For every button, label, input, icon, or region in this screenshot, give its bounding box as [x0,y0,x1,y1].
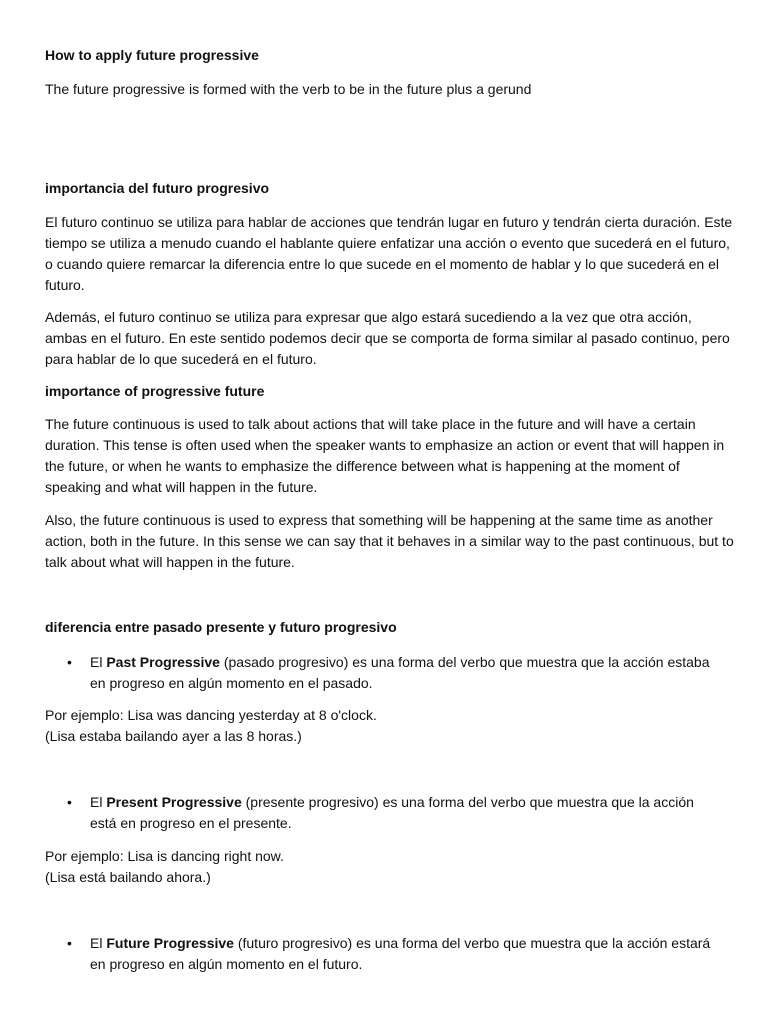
example-translation: (Lisa estaba bailando ayer a las 8 horas.) [45,728,302,744]
term-future-progressive: Future Progressive [106,935,234,951]
paragraph-importance-1: The future continuous is used to talk about actions that will take place in the future and will have a certain duration. This tense is often used when the speaker wants to emphasize an action or event that will happen in the future, or when he wants to emphasize the difference between what is happening at the moment of speaking and what will happen in the future. [45,416,725,495]
example-line: Por ejemplo: Lisa was dancing yesterday at 8 o'clock. [45,707,377,723]
term-past-progressive: Past Progressive [106,654,220,670]
example-past-progressive [45,705,735,747]
term-present-progressive: Present Progressive [106,794,242,810]
section-heading-importance: importance of progressive future [45,383,265,399]
example-present-progressive [45,846,735,888]
list-item-prefix: El [90,654,107,670]
example-translation: (Lisa está bailando ahora.) [45,869,211,885]
list-item-description: (futuro progresivo) es una forma del verbo que muestra que la acción estará en progreso en algún momento en el futuro. [90,935,711,972]
list-item-prefix: El [90,935,107,951]
list-item-text [90,933,720,975]
section-heading-diferencia: diferencia entre pasado presente y futuro progresivo [45,619,397,635]
bullet-icon: • [67,935,72,951]
paragraph-importancia-1: El futuro continuo se utiliza para hablar de acciones que tendrán lugar en futuro y tendrán cierta duración. Este tiempo se utiliza a menudo cuando el hablante quiere enfatizar una acción o evento que sucederá en el futuro, o cuando quiere remarcar la diferencia entre lo que sucede en el momento de hablar y lo que sucederá en el futuro. [45,214,733,293]
bullet-icon: • [67,654,72,670]
paragraph-importancia-2: Además, el futuro continuo se utiliza para expresar que algo estará sucediendo a la vez que otra acción, ambas en el futuro. En este sentido podemos decir que se comporta de forma similar al pasado continuo, pero para hablar de lo que sucederá en el futuro. [45,309,730,367]
paragraph-importance-2: Also, the future continuous is used to express that something will be happening at the same time as another action, both in the future. In this sense we can say that it behaves in a similar way to the past continuous, but to talk about what will happen in the future. [45,512,734,570]
list-item-text [90,792,720,834]
list-item-description: (pasado progresivo) es una forma del verbo que muestra que la acción estaba en progreso en algún momento en el pasado. [90,654,710,691]
example-line: Por ejemplo: Lisa is dancing right now. [45,848,284,864]
section-heading-how-to-apply: How to apply future progressive [45,47,259,63]
list-item-description: (presente progresivo) es una forma del verbo que muestra que la acción está en progreso en el presente. [90,794,694,831]
bullet-icon: • [67,794,72,810]
paragraph-formation: The future progressive is formed with the verb to be in the future plus a gerund [45,81,532,97]
list-item-text [90,652,720,694]
list-item-prefix: El [90,794,107,810]
section-heading-importancia: importancia del futuro progresivo [45,180,270,196]
